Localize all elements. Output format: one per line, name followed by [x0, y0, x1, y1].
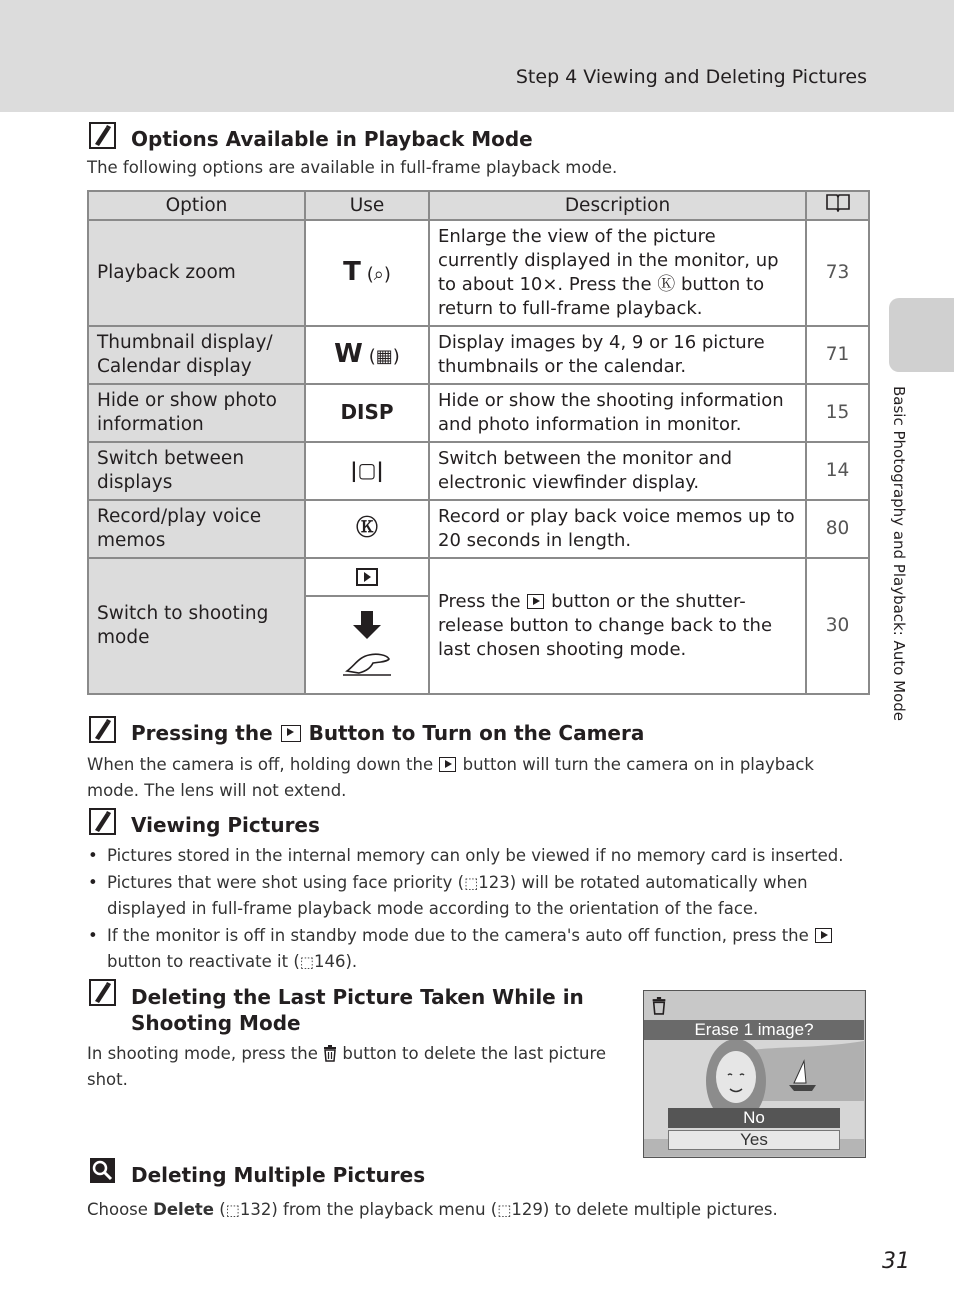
- note-icon: [89, 122, 116, 149]
- list-item: • Pictures stored in the internal memory can only be viewed if no memory card is inserted.: [107, 843, 867, 869]
- section-intro-options: The following options are available in full-frame playback mode.: [87, 158, 618, 177]
- row-description: Switch between the monitor and electronic viewfinder display.: [429, 442, 806, 500]
- camera-screen-illustration: [643, 990, 866, 1158]
- header-use: Use: [305, 191, 429, 220]
- row-use: [305, 384, 429, 442]
- book-ref-icon: ⬚: [497, 1201, 512, 1219]
- section-title-viewing: Viewing Pictures: [131, 813, 320, 837]
- list-item: • If the monitor is off in standby mode due to the camera's auto off function, press the button to reactivate it (⬚146).: [107, 923, 867, 975]
- playback-icon: [439, 757, 456, 772]
- playback-icon: [356, 568, 378, 586]
- option-no[interactable]: No: [668, 1108, 840, 1128]
- disp-button-icon: DISP: [340, 400, 394, 424]
- monitor-switch-icon: |▢|: [350, 458, 384, 482]
- note-icon: [89, 716, 116, 743]
- header-description: Description: [429, 191, 806, 220]
- shutter-release-icon: [337, 609, 397, 681]
- row-page: 15: [806, 384, 869, 442]
- section-text-deleting-multiple: Choose Delete (⬚132) from the playback menu (⬚129) to delete multiple pictures.: [87, 1200, 778, 1219]
- row-use: [305, 220, 429, 326]
- row-option: Playback zoom: [88, 220, 305, 326]
- ok-button-icon: Ⓚ: [657, 274, 676, 295]
- tip-icon: [89, 1157, 116, 1184]
- header-band: [0, 0, 954, 112]
- row-option: Record/play voice memos: [88, 500, 305, 558]
- header-title: Step 4 Viewing and Deleting Pictures: [515, 66, 867, 88]
- row-page: 80: [806, 500, 869, 558]
- table-row: [88, 442, 869, 500]
- playback-icon: [281, 725, 301, 742]
- zoom-wide-icon: W: [334, 338, 363, 369]
- row-page: 14: [806, 442, 869, 500]
- header-option: Option: [88, 191, 305, 220]
- table-row: [88, 220, 869, 326]
- table-header-row: [88, 191, 869, 220]
- row-description: Press the button or the shutter-release button to change back to the last chosen shooting mode.: [429, 558, 806, 694]
- row-page: 73: [806, 220, 869, 326]
- options-table: [87, 190, 870, 695]
- playback-icon: [815, 928, 832, 943]
- row-description: Record or play back voice memos up to 20 seconds in length.: [429, 500, 806, 558]
- book-icon: [806, 191, 869, 220]
- book-ref-icon: ⬚: [225, 1201, 240, 1219]
- note-icon: [89, 979, 116, 1006]
- section-title-options: Options Available in Playback Mode: [131, 127, 533, 151]
- row-description: Display images by 4, 9 or 16 picture thumbnails or the calendar.: [429, 326, 806, 384]
- row-use: [305, 558, 429, 694]
- row-description: Hide or show the shooting information and photo information in monitor.: [429, 384, 806, 442]
- table-row: [88, 500, 869, 558]
- row-use: [305, 500, 429, 558]
- row-option: Thumbnail display/ Calendar display: [88, 326, 305, 384]
- book-ref-icon: [825, 192, 851, 212]
- row-option: Switch between displays: [88, 442, 305, 500]
- section-text-deleting-last: In shooting mode, press the button to delete the last picture shot.: [87, 1044, 607, 1089]
- table-row: [88, 558, 869, 694]
- row-use: [305, 442, 429, 500]
- row-description: Enlarge the view of the picture currently displayed in the monitor, up to about 10×. Press the Ⓚ button to return to full-frame playback.: [429, 220, 806, 326]
- list-item: • Pictures that were shot using face priority (⬚123) will be rotated automatically when displayed in full-frame playback mode according to the orientation of the face.: [107, 870, 867, 922]
- section-text-pressing: When the camera is off, holding down the button will turn the camera on in playback mode. The lens will not extend.: [87, 755, 814, 800]
- row-option: Hide or show photo information: [88, 384, 305, 442]
- side-tab: [889, 298, 954, 372]
- thumbnail-icon: (▦): [368, 345, 400, 367]
- row-option: Switch to shooting mode: [88, 558, 305, 694]
- note-icon: [89, 808, 116, 835]
- playback-button-cell: [306, 559, 428, 597]
- playback-icon: [527, 594, 544, 609]
- trash-icon: [651, 997, 667, 1015]
- book-ref-icon: ⬚: [299, 953, 314, 971]
- magnify-icon: (⌕): [366, 263, 391, 285]
- table-row: [88, 326, 869, 384]
- section-title-deleting-multiple: Deleting Multiple Pictures: [131, 1163, 426, 1187]
- section-title-pressing: Pressing the Button to Turn on the Camera: [131, 721, 645, 745]
- option-yes[interactable]: Yes: [668, 1130, 840, 1150]
- table-row: [88, 384, 869, 442]
- page-number: 31: [882, 1249, 910, 1274]
- section-title-deleting-last: Deleting the Last Picture Taken While in Shooting Mode: [131, 985, 584, 1035]
- row-use: [305, 326, 429, 384]
- delete-menu-label: Delete: [153, 1200, 214, 1219]
- side-tab-text: Basic Photography and Playback: Auto Mode: [890, 386, 908, 722]
- row-page: 71: [806, 326, 869, 384]
- zoom-tele-icon: T: [343, 256, 361, 287]
- shutter-button-cell: [306, 597, 428, 693]
- erase-prompt: Erase 1 image?: [644, 1020, 864, 1040]
- ok-button-icon: Ⓚ: [355, 515, 378, 541]
- book-ref-icon: ⬚: [464, 874, 479, 892]
- row-page: 30: [806, 558, 869, 694]
- trash-icon: [323, 1045, 337, 1062]
